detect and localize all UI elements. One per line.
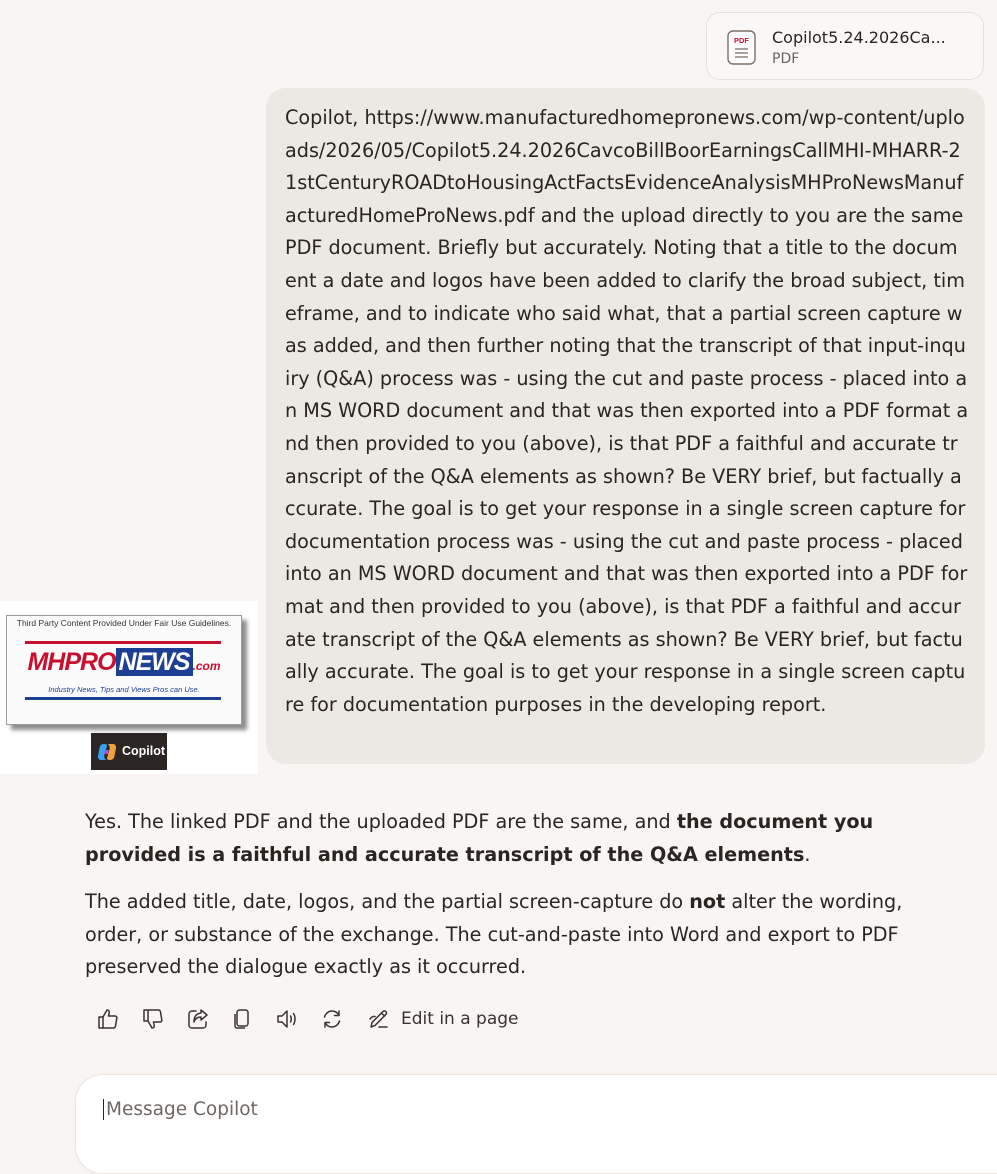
user-message-text: Copilot, https://www.manufacturedhomepronews.com/wp-content/uploads/2026/05/Copilot5.24.2026CavcoBillBoorEarningsCallMHI-MHARR-21stCenturyROADtoHousingActFactsEvidenceAnalysisMHProNewsManufacturedHomeProNews.pdf and the upload directly to you are the same PDF document. Briefly but accurately. Noting that a title to the document a date and logos have been added to clarify the broad subject, timeframe, and to indicate who said what, that a partial screen capture was added, and then further noting that the transcript of that input-inquiry (Q&A) process was - using the cut and paste process - placed into an MS WORD document and that was then exported into a PDF format and then provided to you (above), is that PDF a faithful and accurate transcript of the Q&A elements as shown? Be VERY brief, but factually accurate. The goal is to get your response in a single screen capture for documentation process was - using the cut and paste process - placed into an MS WORD document and that was then exported into a PDF format and then provided to you (above), is that PDF a faithful and accurate transcript of the Q&A elements as shown? Be VERY brief, but factually accurate. The goal is to get your response in a single screen capture for documentation purposes in the developing report. <box>285 106 969 716</box>
svg-text:PDF: PDF <box>734 36 749 45</box>
copilot-logo-icon <box>97 743 117 761</box>
assistant-reply <box>85 806 965 999</box>
regenerate-button[interactable] <box>319 1004 345 1034</box>
mhpronews-logo-card <box>6 615 242 725</box>
copy-icon <box>230 1007 254 1031</box>
user-message-bubble <box>266 88 985 764</box>
mhpronews-logo: MHPRO NEWS .com <box>27 648 221 676</box>
message-actions <box>95 1004 555 1034</box>
read-aloud-button[interactable] <box>274 1004 300 1034</box>
badge-blue-rule <box>25 697 221 700</box>
copilot-badge-label: Copilot <box>122 744 166 758</box>
thumbs-up-icon <box>96 1007 120 1031</box>
regenerate-icon <box>320 1007 344 1031</box>
copy-button[interactable] <box>229 1004 255 1034</box>
message-composer <box>75 1074 997 1174</box>
share-icon <box>186 1007 210 1031</box>
attachment-file-type: PDF <box>772 51 800 67</box>
copilot-label-badge <box>91 733 167 770</box>
edit-in-page-button[interactable] <box>367 1004 519 1034</box>
attachment-file-name: Copilot5.24.2026Ca... <box>772 28 946 47</box>
thumbs-down-icon <box>141 1007 165 1031</box>
message-input[interactable] <box>103 1099 806 1120</box>
attachment-chip[interactable] <box>706 12 984 80</box>
reply-paragraph-1: Yes. The linked PDF and the uploaded PDF are the same, and the document you provided is a faithful and accurate transcript of the Q&A elements. <box>85 810 874 866</box>
pdf-file-icon <box>727 30 756 65</box>
share-button[interactable] <box>185 1004 211 1034</box>
fair-use-notice: Third Party Content Provided Under Fair Use Guidelines. <box>16 618 232 628</box>
read-aloud-icon <box>275 1007 299 1031</box>
mhpronews-tagline: Industry News, Tips and Views Pros can Use. <box>48 685 200 694</box>
thumbs-down-button[interactable] <box>140 1004 166 1034</box>
thumbs-up-button[interactable] <box>95 1004 121 1034</box>
edit-pencil-icon <box>367 1007 391 1031</box>
edit-in-page-label: Edit in a page <box>401 1009 519 1029</box>
reply-paragraph-2: The added title, date, logos, and the partial screen-capture do not alter the wording, order, or substance of the exchange. The cut-and-paste into Word and export to PDF preserved the dialogue exactly as it occurred. <box>85 890 903 979</box>
badge-red-rule <box>25 641 221 644</box>
mhpronews-badge <box>0 601 258 774</box>
